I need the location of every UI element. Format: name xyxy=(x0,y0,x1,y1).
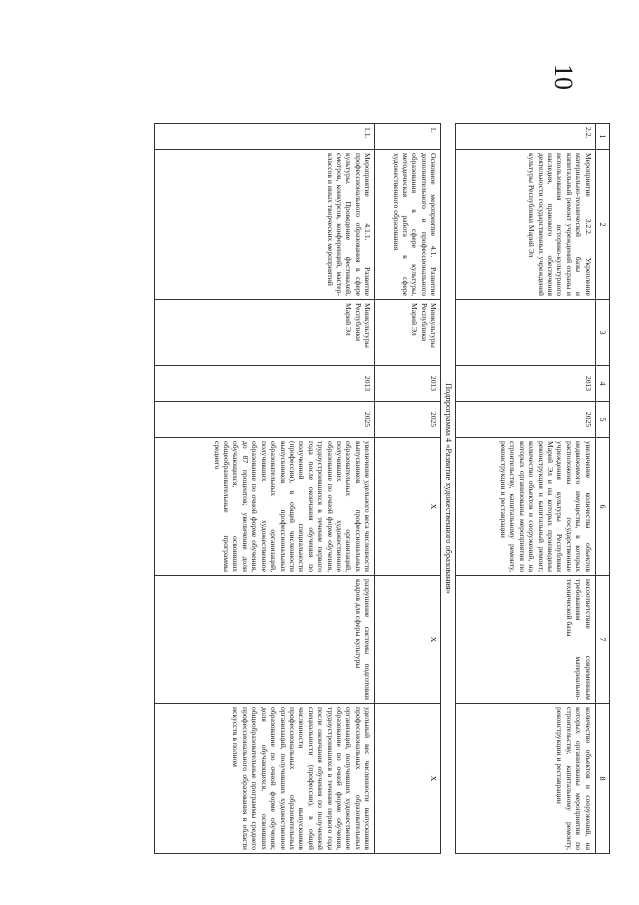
start-year: 2013 xyxy=(155,366,375,402)
row-number: 1.1. xyxy=(155,124,375,150)
activity-name: Мероприятие 4.1.1. Развитие профессионального образования в сфере культуры. Проведение фестивалей, смотров, конкурсов, конференций, мастер-классов и иных творческих мероприятий xyxy=(155,150,375,300)
expected-result: Х xyxy=(375,438,441,576)
executor xyxy=(455,300,595,366)
subprogram-heading: Подпрограмма 4 «Развитие художественного образования» xyxy=(441,124,455,854)
expected-result: увеличение удельного веса численности выпускников профессиональных образовательных организаций, получивших художественное образование по очной форме обучения, трудоустроившихся в течение первого года после окончания обучения по полученной специальности (профессии), в общей численности выпускников профессиональных образовательных организаций, получивших художественное образование по очной форме обучения, до 87 процентов; увеличение доли обучающихся, освоивших общеобразовательные программы среднего xyxy=(155,438,375,576)
col-header: 3 xyxy=(595,300,609,366)
row-number: 1. xyxy=(375,124,441,150)
end-year: 2025 xyxy=(455,402,595,438)
executor: Минкультуры Республики Марий Эл xyxy=(375,300,441,366)
indicator: удельный вес численности выпускников профессиональных образовательных организаций, получивших художественное образование по очной форме обучения, трудоустроившихся в течение первого года после окончания обучения по полученной специальности (профессии), в общей численности выпускников профессиональных образовательных организаций, получивших художественное образование по очной форме обучения; доля обучающихся, освоивших общеобразовательные программы среднего профессионального образования в области искусств в полном xyxy=(155,704,375,854)
activities-table xyxy=(154,123,610,854)
table-header-row xyxy=(595,124,609,854)
row-number: 2.2. xyxy=(455,124,595,150)
col-header: 5 xyxy=(595,402,609,438)
table-row xyxy=(455,124,595,854)
executor: Минкультуры Республики Марий Эл xyxy=(155,300,375,366)
indicator: Х xyxy=(375,704,441,854)
start-year: 2013 xyxy=(375,366,441,402)
activity-name: Мероприятие 3.2.2. Укрепление материально-технической базы и капитальный ремонт учреждений охраны и использования историко-культурного наследия, правового обеспечения деятельности государственных учреждений культуры Республики Марий Эл xyxy=(455,150,595,300)
col-header: 7 xyxy=(595,576,609,704)
col-header: 6 xyxy=(595,438,609,576)
end-year: 2025 xyxy=(375,402,441,438)
col-header: 2 xyxy=(595,150,609,300)
col-header: 8 xyxy=(595,704,609,854)
col-header: 4 xyxy=(595,366,609,402)
end-year: 2025 xyxy=(155,402,375,438)
start-year: 2013 xyxy=(455,366,595,402)
subprogram-heading-row xyxy=(441,124,455,854)
table-row xyxy=(375,124,441,854)
risk: разрушение системы подготовки кадров для сферы культуры xyxy=(155,576,375,704)
risk: Х xyxy=(375,576,441,704)
table-row xyxy=(155,124,375,854)
indicator: количество объектов и сооружений, на которых организованы мероприятия по строительству, капитальному ремонту, реконструкции и реставрации xyxy=(455,704,595,854)
risk: несоответствие современным требованиям материально-технической базы xyxy=(455,576,595,704)
col-header: 1 xyxy=(595,124,609,150)
rotated-table-container xyxy=(125,123,610,853)
activity-name: Основное мероприятие 4.1. Развитие дополнительного и профессионального образования в сфере культуры, методическая работа в сфере художественного образования xyxy=(375,150,441,300)
expected-result: увеличение количества объектов недвижимого имущества, в которых расположены государственные учреждения культуры Республики Марий Эл и на которых произведены реконструкция и капитальный ремонт; количество объектов и сооружений, на которых организованы мероприятия по строительству, капитальному ремонту, реконструкции и реставрации xyxy=(455,438,595,576)
page-number: 10 xyxy=(549,64,578,90)
